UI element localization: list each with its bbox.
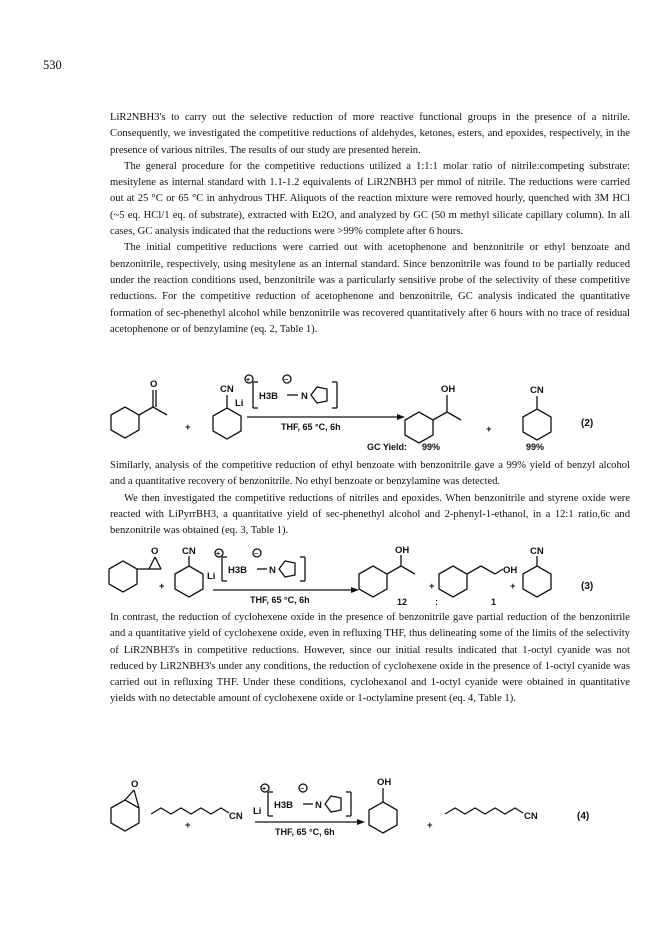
plus-sign: +	[429, 581, 435, 592]
plus-sign: +	[486, 424, 492, 435]
reagent-li-label: Li	[253, 806, 262, 817]
yield-alcohol: 99%	[422, 442, 441, 452]
paragraph-6: In contrast, the reduction of cyclohexene oxide in the presence of benzonitrile gave partial reduction of the benzonitrile and a quantitative yield of cyclohexene oxide, even in refluxing THF, thus delineating some of the limits of the selectivity of LiR2NBH3's in competitive reductions. However, since our initial results indicated that 1-octyl cyanide was not reduced by LiR2NBH3's under any conditions, the reduction of cyclohexene oxide in the presence of 1-octyl cyanide was carried out in refluxing THF. Under these conditions, cyclohexanol and 1-octyl cyanide were obtained in quantitative yields with no detectable amount of cyclohexene oxide or 1-octylamine present (eq. 4, Table 1).	[110, 612, 630, 705]
plus-sign: +	[427, 820, 433, 831]
charge-plus-icon: +	[262, 786, 267, 793]
hydroxyl-label: OH	[503, 565, 518, 576]
plus-sign: +	[510, 581, 516, 592]
charge-plus-icon: +	[246, 377, 251, 384]
plus-sign: +	[159, 581, 165, 592]
equation-4	[105, 770, 635, 842]
nitrile-label: CN	[220, 384, 234, 395]
reagent-h3b-label: H3B	[274, 800, 294, 811]
carbonyl-o-label: O	[150, 379, 158, 390]
ratio-minor: 1	[491, 597, 497, 607]
equation-number: (4)	[577, 811, 590, 822]
gc-yield-label: GC Yield:	[367, 442, 408, 452]
paragraph-4: Similarly, analysis of the competitive reduction of ethyl benzoate with benzonitrile gave a 99% yield of benzyl alcohol and a quantitative recovery of benzonitrile. No ethyl benzoate or benzylamine was detected.	[110, 460, 630, 488]
hydroxyl-label: OH	[441, 384, 456, 395]
conditions-label: THF, 65 °C, 6h	[275, 827, 335, 837]
nitrile-label: CN	[229, 811, 243, 822]
hydroxyl-label: OH	[377, 777, 392, 788]
charge-plus-icon: +	[216, 551, 221, 558]
charge-minus-icon: −	[300, 786, 305, 793]
ratio-separator: :	[435, 597, 438, 607]
plus-sign: +	[185, 820, 191, 831]
reagent-li-label: Li	[235, 398, 244, 409]
equation-number: (3)	[581, 581, 594, 592]
conditions-label: THF, 65 °C, 6h	[250, 595, 310, 605]
equation-2	[105, 368, 635, 452]
yield-nitrile: 99%	[526, 442, 545, 452]
conditions-label: THF, 65 °C, 6h	[281, 422, 341, 432]
body-text-top	[110, 110, 630, 338]
nitrile-label: CN	[524, 811, 538, 822]
reagent-n-label: N	[269, 565, 276, 576]
nitrile-label: CN	[530, 385, 544, 396]
body-text-middle	[110, 458, 630, 539]
paragraph-5: We then investigated the competitive reductions of nitriles and epoxides. When benzonitrile and styrene oxide were reacted with LiPyrrBH3, a quantitative yield of sec-phenethyl alcohol and 2-phenyl-1-ethanol, in a 12:1 ratio,6c and benzonitrile was obtained (eq. 3, Table 1).	[110, 492, 630, 537]
reagent-h3b-label: H3B	[259, 391, 279, 402]
page-number: 530	[43, 58, 62, 72]
plus-sign: +	[185, 422, 191, 433]
reagent-n-label: N	[301, 391, 308, 402]
paragraph-1: LiR2NBH3's to carry out the selective reduction of more reactive functional groups in the presence of a nitrile. Consequently, we investigated the competitive reductions of aldehydes, ketones, esters, and epoxides, respectively, in the presence of various nitriles. The results of our study are presented herein.	[110, 112, 630, 156]
ratio-major: 12	[397, 597, 408, 607]
nitrile-label: CN	[182, 546, 196, 557]
reagent-li-label: Li	[207, 571, 216, 582]
paragraph-2: The general procedure for the competitive reductions utilized a 1:1:1 molar ratio of nitrile:competing substrate: mesitylene as internal standard with 1.1-1.2 equivalents of LiR2NBH3 per mmol of nitrile. The reductions were carried out at 25 °C or 65 °C in anhydrous THF. Aliquots of the reaction mixture were removed hourly, quenched with 3M HCl (~5 eq. HCl/1 eq. of substrate), extracted with Et2O, and analyzed by GC (50 m methyl silicate capillary column). In all cases, GC analysis indicated that the reductions were >99% complete after 6 hours.	[110, 160, 630, 238]
paragraph-3: The initial competitive reductions were carried out with acetophenone and benzonitrile or ethyl benzoate and benzonitrile, respectively, using mesitylene as an internal standard. Since benzonitrile was found to be partially reduced under the reaction conditions used, benzonitrile was a particularly sensitive probe of the selectivity of these competitive reductions. For the competitive reduction of acetophenone and benzonitrile, GC analysis indicated the quantitative formation of sec-phenethyl alcohol while benzonitrile was recovered quantitatively after 6 hours with no trace of residual acetophenone or of benzylamine (eq. 2, Table 1).	[110, 242, 630, 335]
reagent-n-label: N	[315, 800, 322, 811]
reagent-h3b-label: H3B	[228, 565, 248, 576]
charge-minus-icon: −	[284, 377, 289, 384]
nitrile-label: CN	[530, 546, 544, 557]
equation-3	[105, 545, 635, 607]
hydroxyl-label: OH	[395, 545, 410, 556]
epoxide-o-label: O	[151, 546, 159, 557]
charge-minus-icon: −	[254, 551, 259, 558]
body-text-bottom	[110, 610, 630, 708]
epoxide-o-label: O	[131, 779, 139, 790]
equation-number: (2)	[581, 418, 594, 429]
